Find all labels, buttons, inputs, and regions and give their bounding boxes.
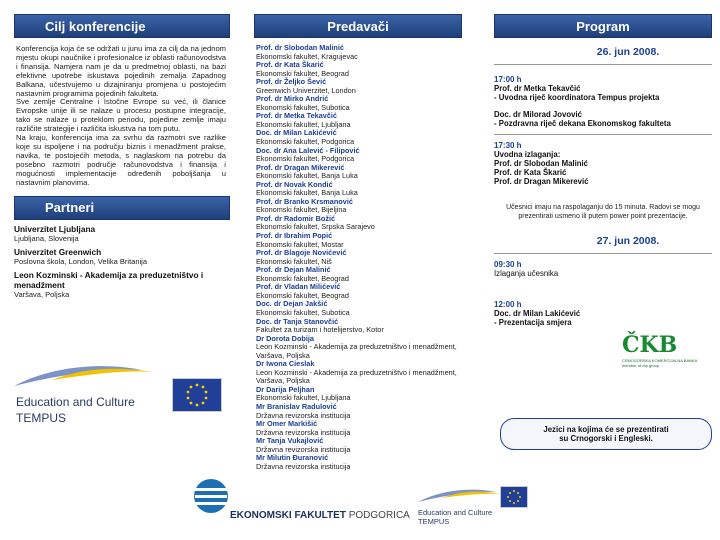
lecturer-name: Prof. dr Blagoje Novićević (256, 248, 347, 258)
lecturer-name: Dr Iwona Cieslak (256, 359, 315, 369)
session3-detail: Izlaganja učesnika (494, 269, 559, 278)
ef-name: EKONOMSKI FAKULTET (230, 510, 346, 521)
partner-item (14, 270, 230, 299)
lecturer-name: Prof. dr Mirko Andrić (256, 94, 329, 104)
lecturer-name: Prof. dr Metka Tekavčić (256, 111, 337, 121)
lecturer-affiliation: Leon Kozminski - Akademija za preduzetništvo i menadžment, Varšava, Poljska (256, 367, 457, 386)
lecturer-name: Prof. dr Branko Krsmanović (256, 196, 353, 206)
program-line: Doc. dr Milan Lakićević (494, 309, 581, 318)
lecturer-name: Prof. dr Radomir Božić (256, 213, 336, 223)
column-lecturers (254, 14, 462, 471)
lecturers-header: Predavači (254, 14, 462, 38)
lecturer-affiliation: Ekonomski fakultet, Podgorica (256, 137, 355, 147)
program-line: Prof. dr Kata Škarić (494, 168, 567, 177)
ec-line2: TEMPUS (16, 411, 67, 425)
session-time: 09:30 h (494, 260, 522, 269)
ckb-bank-name: CRNOGORSKA KOMERCIJALNA BANKA (622, 358, 698, 363)
lecturer-affiliation: Državna revizorska institucija (256, 427, 351, 437)
lecturer-affiliation: Fakultet za turizam i hotelijerstvo, Kotor (256, 325, 384, 335)
program-day1-date: 26. jun 2008. (596, 46, 660, 58)
lecturer-affiliation: Ekonomski fakultet, Subotica (256, 102, 350, 112)
ckb-mark: ČKB (622, 332, 678, 358)
program-day2-date: 27. jun 2008. (596, 235, 660, 247)
objective-text: Konferencija koja će se održati u junu ima za cilj da na jednom mjestu okupi naučnike i profesionalce iz oblasti računovodstva i finansija. Namjera nam je da u predmetnoj oblasti, na bazi efektivne upotrebe iskustava pojedinih zemalja Zapadnog Balkana, učestvujemo u dizajniranju promjena u postojećim nastavnim programima pojedinih fakulteta. Sve zemlje Centralne i Istočne Evrope su već, ili članice Evropske unije ili se nalaze u procesu postupne integracije, tako se nalaze u proteklom periodu, pojedine zemlje imaju različite strategije i različita iskustva na tom putu. Na kraju, konferencija ima za svrhu da razmotri sve razlike koje su ispoljene i na području biznis i menadžment prakse, navika, te postojećih metoda, s naglaskom na potrebu da posebno razmotri područje računovodstva i finansija i mogućnosti implementacije određenih poboljšanja u nastavnim planovima. (16, 44, 226, 187)
lecturers-list (254, 38, 462, 471)
lecturer-affiliation: Ekonomski fakultet, Beograd (256, 290, 349, 300)
partners-header: Partneri (14, 196, 230, 220)
ekonomski-fakultet-globe-icon (193, 478, 229, 514)
partners-list (14, 224, 230, 299)
lecturer-name: Prof. dr Ibrahim Popić (256, 231, 333, 241)
lecturer-name: Mr Milutin Đuranović (256, 453, 329, 463)
column-program (494, 14, 712, 327)
program-line: - Uvodna riječ koordinatora Tempus projekta (494, 93, 660, 102)
session-time: 17:30 h (494, 141, 522, 150)
lecturer-affiliation: Državna revizorska institucija (256, 444, 351, 454)
lecturer-name: Mr Tanja Vukajlović (256, 436, 324, 446)
lecturer-affiliation: Ekonomski fakultet, Beograd (256, 68, 349, 78)
ckb-logo (622, 332, 708, 368)
lecturer-affiliation: Leon Kozminski - Akademija za preduzetništvo i menadžment, Varšava, Poljska (256, 342, 457, 360)
program-header: Program (494, 14, 712, 38)
ckb-group: member of otp group (622, 363, 660, 368)
program-line: - Pozdravna riječ dekana Ekonomskog fakulteta (494, 119, 671, 128)
lecturer-name: Prof. dr Dejan Malinić (256, 265, 331, 275)
divider (494, 134, 712, 135)
language-box (500, 418, 712, 450)
lecturer-affiliation: Ekonomski fakultet, Ljubljana (256, 393, 351, 403)
lecturer-affiliation: Ekonomski fakultet, Srpska Sarajevo (256, 222, 375, 232)
partner-location: Poslovna škola, London, Velika Britanija (14, 256, 148, 266)
objective-header: Cilj konferencije (14, 14, 230, 38)
column-objective (14, 14, 230, 299)
lecturer-affiliation: Ekonomski fakultet, Banja Luka (256, 171, 358, 181)
lecturer-affiliation: Ekonomski fakultet, Banja Luka (256, 188, 358, 198)
session-time: 12:00 h (494, 300, 522, 309)
education-culture-swoosh-icon (12, 360, 162, 392)
lecturer-name: Mr Branislav Radulović (256, 401, 337, 411)
session1-details (494, 84, 712, 128)
lecturer-name: Prof. dr Željko Šević (256, 77, 327, 87)
divider (494, 253, 712, 254)
education-culture-label (16, 394, 135, 426)
lecturer-affiliation: Državna revizorska institucija (256, 410, 351, 420)
lecturer-name: Prof. dr Slobodan Malinić (256, 43, 344, 52)
lecturer-affiliation: Ekonomski fakultet, Mostar (256, 239, 344, 249)
partner-name: Leon Kozminski - Akademija za preduzetništvo i menadžment (14, 269, 204, 290)
partner-name: Univerzitet Ljubljana (14, 223, 96, 234)
lecturer-affiliation: Ekonomski fakultet, Podgorica (256, 154, 355, 164)
session-time: 17:00 h (494, 75, 522, 84)
lecturer-affiliation: Ekonomski fakultet, Kragujevac (256, 51, 358, 61)
lecturer-name: Prof. dr Vladan Milićević (256, 282, 341, 292)
lecturer-name: Dr Dorota Dobija (256, 333, 314, 343)
footer-ec-line1: Education and Culture (418, 508, 493, 517)
footer-ec-label (418, 508, 492, 526)
lecturer-name: Prof. dr Dragan Mikerević (256, 162, 345, 172)
language-line2: su Crnogorski i Engleski. (559, 434, 653, 443)
program-line (494, 102, 712, 110)
program-line: Doc. dr Milorad Jovović (494, 110, 582, 119)
session2-details (494, 150, 712, 186)
footer-ec-line2: TEMPUS (418, 517, 450, 526)
divider (494, 64, 712, 65)
session4-details (494, 309, 712, 327)
program-line: - Prezentacija smjera (494, 318, 572, 327)
program-line: Prof. dr Dragan Mikerević (494, 177, 589, 186)
lecturer-name: Doc. dr Dejan Jakšić (256, 299, 328, 309)
partner-item (14, 224, 230, 243)
eu-flag-icon (172, 378, 222, 412)
lecturer-affiliation: Ekonomski fakultet, Beograd (256, 273, 349, 283)
lecturer-name: Prof. dr Kata Škarić (256, 60, 324, 70)
lecturer-affiliation: Državna revizorska institucija (256, 461, 351, 471)
program-line: Uvodna izlaganja: (494, 150, 561, 159)
lecturer-name: Doc. dr Ana Lalević - Filipović (256, 145, 360, 155)
ef-city: PODGORICA (348, 510, 410, 521)
ec-line1: Education and Culture (16, 395, 135, 409)
lecturer-affiliation: Ekonomski fakultet, Ljubljana (256, 119, 351, 129)
lecturer-affiliation: Greenwich Univerzitet, London (256, 85, 356, 95)
lecturer-name: Doc. dr Tanja Stanovčić (256, 316, 339, 326)
ekonomski-fakultet-label (230, 510, 410, 521)
lecturer-affiliation: Ekonomski fakultet, Niš (256, 256, 332, 266)
lecturer-affiliation: Ekonomski fakultet, Subotica (256, 307, 350, 317)
lecturer-name: Prof. dr Novak Kondić (256, 179, 333, 189)
partner-name: Univerzitet Greenwich (14, 246, 102, 257)
partner-item (14, 247, 230, 266)
footer-eu-flag-icon (500, 486, 528, 508)
lecturer-name: Mr Omer Markišić (256, 419, 318, 429)
language-line1: Jezici na kojima će se prezentirati (543, 425, 669, 434)
presentation-note: Učesnici imaju na raspolaganju do 15 minuta. Radovi se mogu prezentirati usmeno ili putem power point prezentacije. (506, 204, 700, 220)
partner-location: Varšava, Poljska (14, 289, 70, 299)
program-line: Prof. dr Slobodan Malinić (494, 159, 589, 168)
lecturer-name: Doc. dr Milan Lakićević (256, 128, 337, 138)
program-line: Prof. dr Metka Tekavčić (494, 84, 581, 93)
lecturer-affiliation: Ekonomski fakultet, Bijeljina (256, 205, 347, 215)
footer-education-culture-swoosh-icon (416, 486, 502, 506)
partner-location: Ljubljana, Slovenija (14, 233, 79, 243)
lecturer-name: Dr Darija Peljhan (256, 384, 315, 394)
